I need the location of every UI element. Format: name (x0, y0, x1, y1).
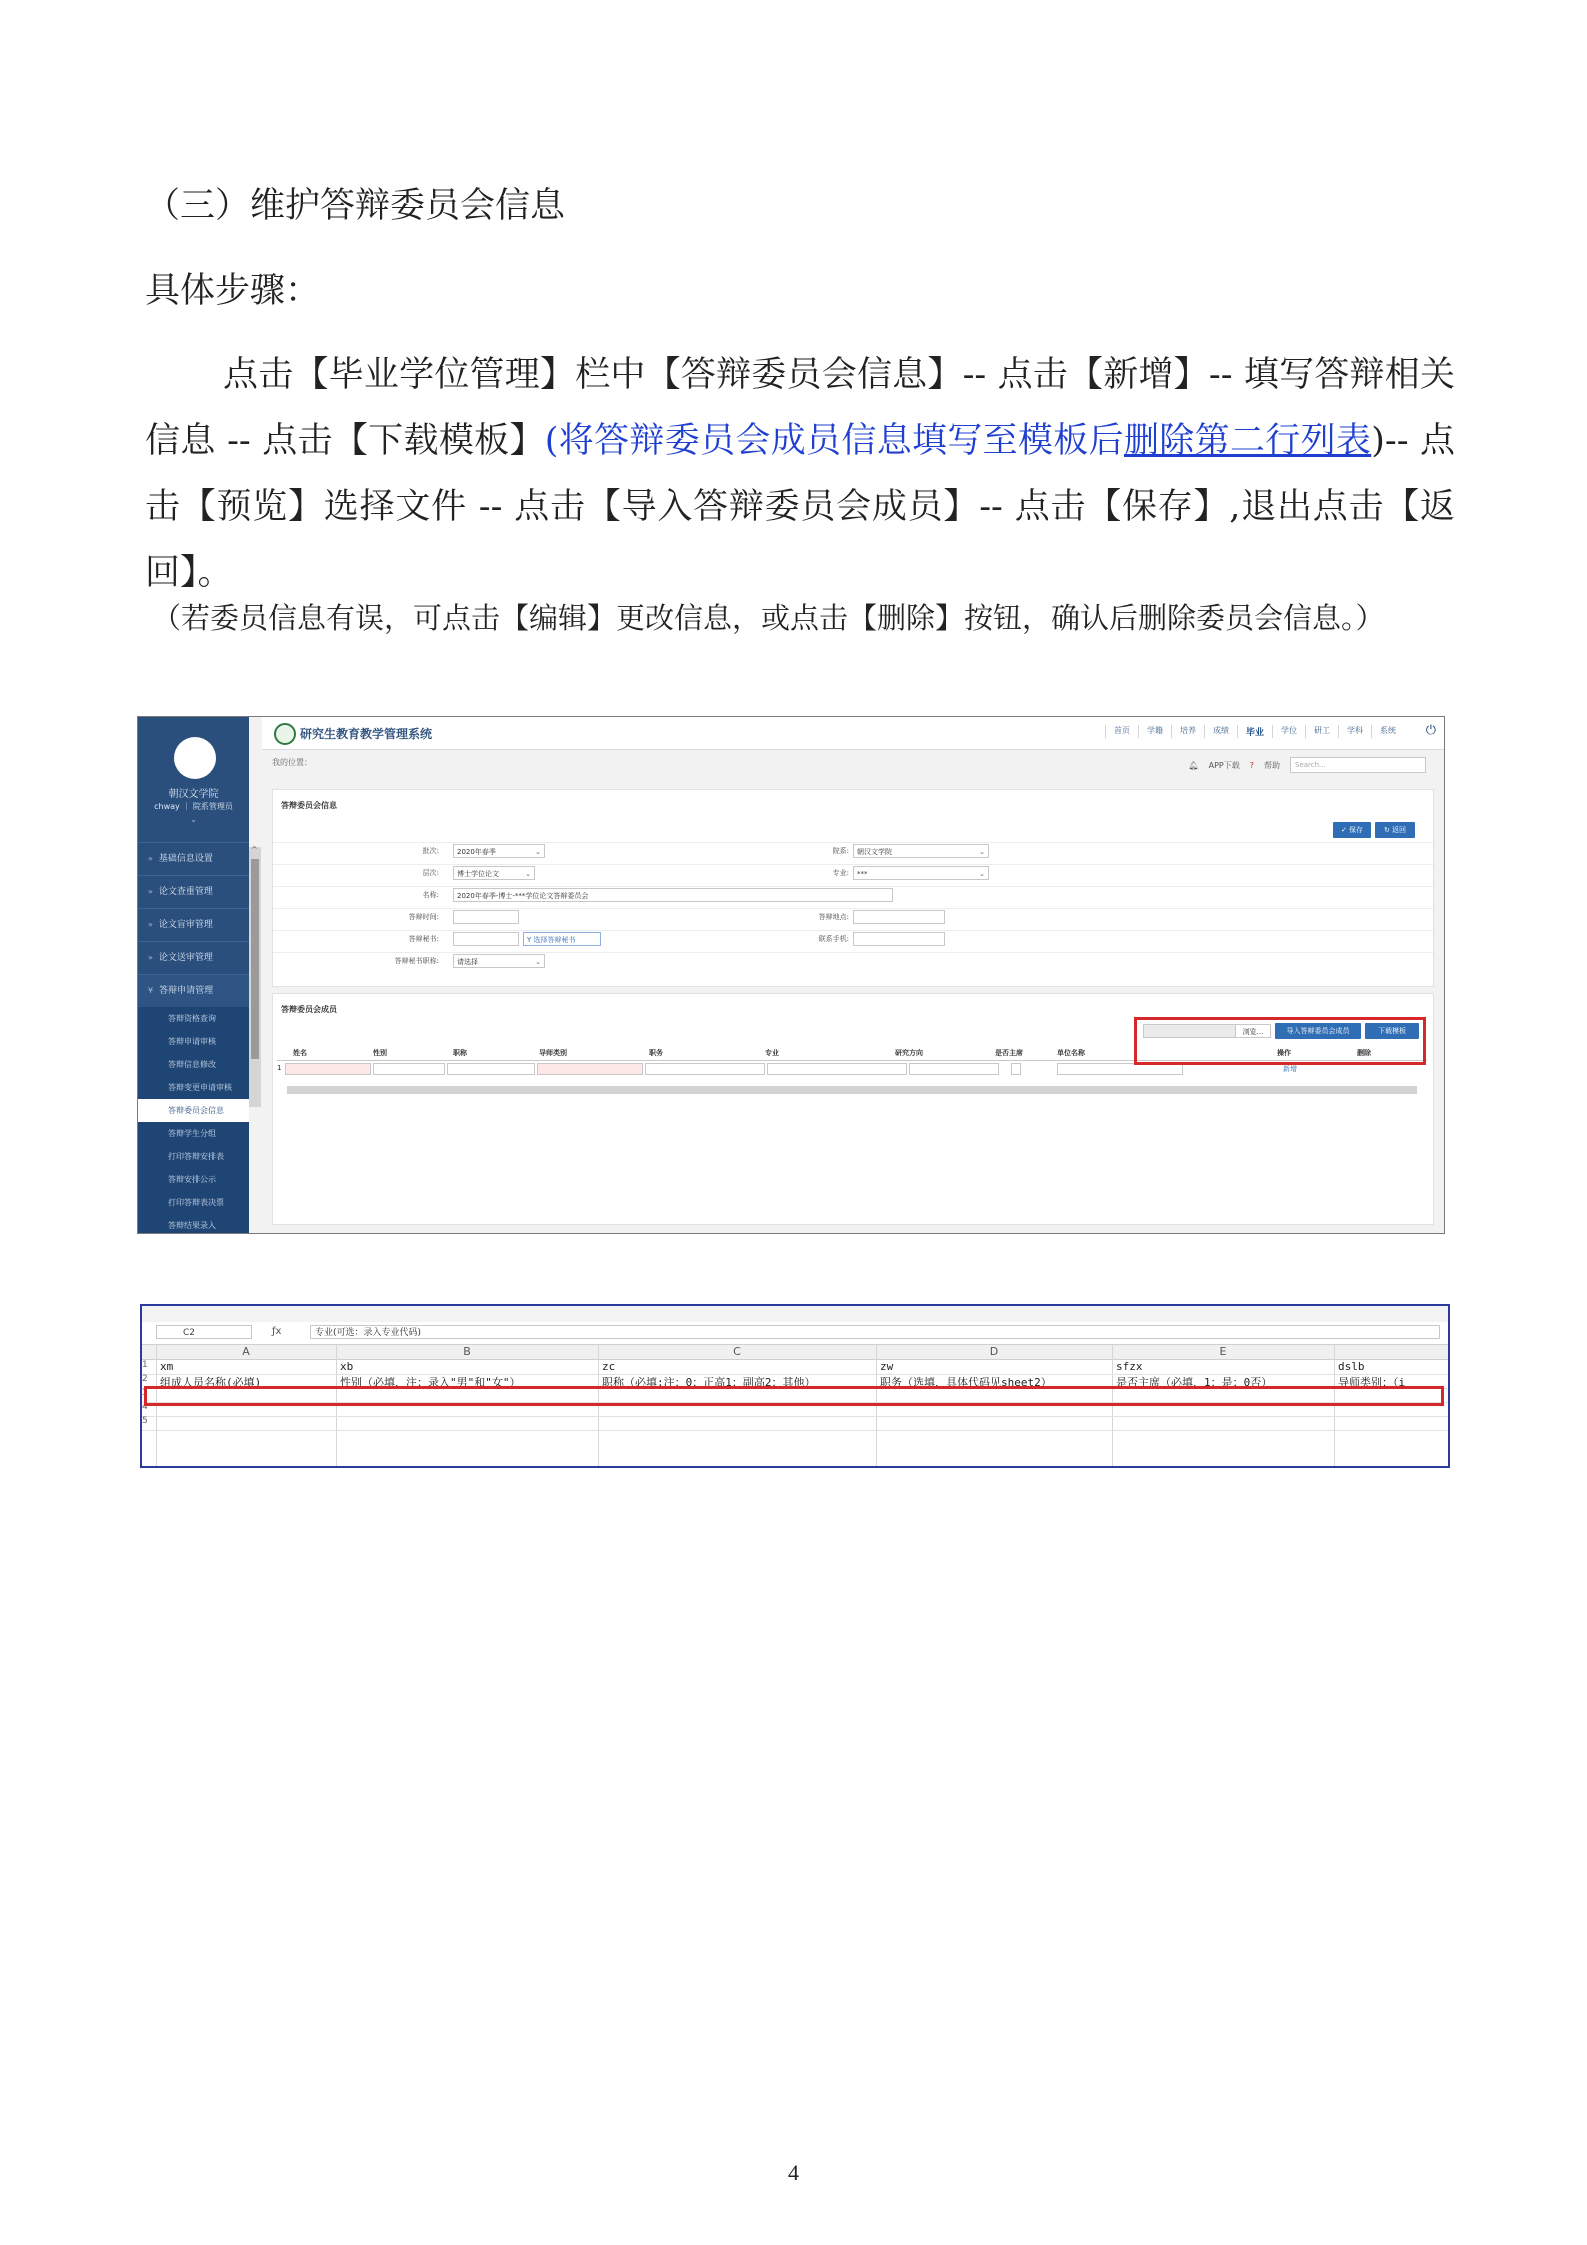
instruction-paragraph (145, 342, 1455, 606)
row-number: 3 (142, 1388, 148, 1398)
instruction-text-b: )-- 点击【预览】选择文件 -- 点击【导入答辩委员会成员】-- 点击【保存】,退出点击【返回】。 (145, 421, 1456, 593)
bell-icon[interactable]: 🔔︎ (1188, 760, 1199, 770)
title-cell-select[interactable] (447, 1063, 535, 1075)
nav-work[interactable]: 研工 (1305, 725, 1338, 738)
secretary-label: 答辩秘书: (408, 935, 439, 943)
name-box[interactable]: C2 (156, 1325, 252, 1339)
highlight-box (144, 1386, 1444, 1406)
sidebar-scrollbar[interactable] (249, 847, 261, 1107)
cell[interactable]: xb (340, 1360, 354, 1373)
nav-discipline[interactable]: 学科 (1338, 725, 1371, 738)
logo-icon (274, 723, 296, 745)
cell[interactable]: 组成人员名称(必填) (160, 1376, 262, 1389)
name-label: 名称: (422, 891, 439, 899)
level-value: 博士学位论文 (457, 870, 499, 878)
sidebar-school: 朝汉文学院 (168, 789, 219, 800)
submenu-item[interactable]: 打印答辩表决票 (138, 1191, 249, 1214)
secretary-input[interactable] (453, 932, 519, 946)
instruction-link[interactable] (545, 421, 1371, 461)
major-value: *** (857, 870, 868, 878)
power-icon[interactable]: ⏻ (1425, 723, 1436, 738)
note-text: （若委员信息有误，可点击【编辑】更改信息，或点击【删除】按钮，确认后删除委员会信息。） (152, 601, 1385, 635)
toolbar (1188, 757, 1426, 773)
submenu-item[interactable]: 打印答辩安排表 (138, 1145, 249, 1168)
browse-button[interactable]: 浏览... (1235, 1024, 1271, 1038)
chevron-right-icon: » (148, 953, 153, 962)
major-cell-select[interactable] (767, 1063, 907, 1075)
name-cell-input[interactable] (285, 1063, 371, 1075)
instruction-text-a: 点击【毕业学位管理】栏中【答辩委员会信息】-- 点击【新增】-- 填写答辩相关信息 -- 点击【下载模板】 (145, 355, 1455, 461)
cell[interactable]: zw (880, 1360, 894, 1373)
submenu-item[interactable]: 答辩结果录入 (138, 1214, 249, 1234)
cell[interactable]: 职务（选填，具体代码见sheet2） (880, 1376, 1052, 1389)
column-header: 性别 (373, 1049, 387, 1057)
research-cell-input[interactable] (909, 1063, 999, 1075)
help-link[interactable]: 帮助 (1264, 760, 1280, 770)
cell[interactable]: dslb (1338, 1360, 1365, 1373)
column-header[interactable]: B (463, 1345, 471, 1358)
top-nav (1105, 725, 1404, 738)
row-index: 1 (277, 1064, 282, 1072)
chevron-right-icon: » (148, 854, 153, 863)
sidebar-item-label: 论文盲审管理 (158, 920, 213, 930)
sidebar-item-defense[interactable] (138, 974, 249, 1007)
nav-home[interactable]: 首页 (1105, 725, 1138, 738)
system-screenshot (137, 716, 1445, 1234)
formula-bar (142, 1322, 1448, 1345)
instruction-link-text: (将答辩委员会成员信息填写至模板后 (544, 421, 1124, 461)
column-header[interactable]: A (242, 1345, 250, 1358)
level-label: 层次: (422, 869, 439, 877)
download-template-button[interactable]: 下载模板 (1365, 1023, 1419, 1039)
sidebar-user[interactable]: chway ｜ 院系管理员 (154, 802, 233, 811)
submenu-item[interactable]: 答辩资格查询 (138, 1007, 249, 1030)
app-download-link[interactable]: APP下载 (1208, 760, 1240, 770)
sheet-row (142, 1360, 1448, 1375)
chevron-down-icon[interactable]: ⌄ (190, 815, 197, 824)
phone-label: 联系手机: (818, 935, 849, 943)
cell[interactable]: 导师类别：（i (1338, 1376, 1406, 1389)
steps-label: 具体步骤： (145, 271, 321, 311)
sidebar-item-review[interactable] (138, 941, 249, 974)
cell[interactable]: sfzx (1116, 1360, 1143, 1373)
nav-system[interactable]: 系统 (1371, 725, 1404, 738)
breadcrumb: 我的位置： (272, 758, 312, 767)
table-scrollbar[interactable] (287, 1086, 1417, 1094)
column-header: 是否主席 (995, 1049, 1023, 1057)
cell[interactable]: 职称（必填;注：0：正高1：副高2：其他） (602, 1376, 816, 1389)
sidebar-item-label: 论文送审管理 (158, 953, 213, 963)
name-input[interactable]: 2020年春季-博士-***学位论文答辩委员会 (453, 888, 893, 902)
chevron-right-icon: » (148, 920, 153, 929)
column-header: 职称 (453, 1049, 467, 1057)
search-input[interactable]: Search... (1290, 757, 1426, 773)
time-label: 答辩时间: (408, 913, 439, 921)
save-button[interactable]: ✓ 保存 (1333, 822, 1371, 838)
formula-input[interactable]: 专业(可选：录入专业代码) (310, 1325, 1440, 1339)
tutor-type-cell-select[interactable] (537, 1063, 643, 1075)
submenu-item[interactable]: 答辩变更申请审核 (138, 1076, 249, 1099)
cell[interactable]: 性别（必填，注：录入"男"和"女"） (340, 1376, 521, 1389)
nav-status[interactable]: 学籍 (1138, 725, 1171, 738)
app-title: 研究生教育教学管理系统 (300, 727, 433, 741)
page-number: 4 (788, 2160, 799, 2185)
panel-title: 答辩委员会信息 (281, 801, 337, 810)
spreadsheet-toolbar (142, 1306, 1448, 1323)
nav-training[interactable]: 培养 (1171, 725, 1204, 738)
submenu-item[interactable]: 答辩信息修改 (138, 1053, 249, 1076)
dept-select[interactable] (853, 844, 989, 858)
back-button[interactable]: ↻ 返回 (1375, 822, 1415, 838)
cell[interactable]: zc (602, 1360, 616, 1373)
sidebar-item-blind-review[interactable] (138, 908, 249, 941)
top-bar (262, 717, 1444, 750)
place-label: 答辩地点: (818, 913, 849, 921)
dept-label: 院系: (832, 847, 849, 855)
column-header: 职务 (649, 1049, 663, 1057)
committee-info-panel (272, 789, 1434, 987)
row-number: 4 (142, 1402, 148, 1412)
panel-title: 答辩委员会成员 (281, 1005, 337, 1014)
avatar[interactable] (174, 737, 216, 779)
sidebar-menu (138, 842, 249, 1234)
column-header[interactable]: C (733, 1345, 741, 1358)
submenu-item-committee[interactable]: 答辩委员会信息 (138, 1099, 249, 1122)
submenu-item[interactable]: 答辩申请审核 (138, 1030, 249, 1053)
secretary-title-select[interactable] (453, 954, 545, 968)
row-number: 5 (142, 1416, 148, 1426)
nav-grades[interactable]: 成绩 (1204, 725, 1237, 738)
column-headers (142, 1345, 1448, 1360)
cell[interactable]: 是否主席（必填，1：是；0否） (1116, 1376, 1273, 1389)
highlight-box (1134, 1017, 1426, 1065)
spreadsheet-screenshot (140, 1304, 1450, 1468)
column-header: 导师类别 (539, 1049, 567, 1057)
instruction-link-underlined[interactable]: 删除第二行列表 (1123, 421, 1372, 461)
column-header: 单位名称 (1057, 1049, 1085, 1057)
secretary-title-value: 请选择 (457, 958, 478, 966)
chevron-right-icon: » (148, 887, 153, 896)
sidebar-item-basic[interactable] (138, 842, 249, 875)
select-secretary-button[interactable]: Y 选择答辩秘书 (523, 932, 601, 946)
row-number: 1 (142, 1360, 148, 1370)
cell[interactable]: xm (160, 1360, 174, 1373)
chevron-down-icon: ⌄ (979, 848, 985, 856)
level-select[interactable] (453, 866, 535, 880)
column-header: 研究方向 (895, 1049, 923, 1057)
chevron-down-icon: ⌄ (525, 870, 531, 878)
chevron-down-icon: ⌄ (535, 958, 541, 966)
column-header[interactable]: E (1219, 1345, 1227, 1358)
sidebar-item-label: 答辩申请管理 (159, 986, 214, 996)
sidebar-item-plagiarism[interactable] (138, 875, 249, 908)
time-input[interactable] (453, 910, 519, 924)
column-header: 删除 (1357, 1049, 1371, 1057)
sidebar-item-label: 基础信息设置 (158, 854, 213, 864)
major-label: 专业: (832, 869, 849, 877)
fx-icon[interactable]: ƒx (272, 1326, 282, 1337)
help-icon[interactable]: ? (1249, 760, 1254, 770)
sheet-grid (142, 1360, 1448, 1466)
column-header: 姓名 (293, 1049, 307, 1057)
sidebar (138, 717, 249, 1233)
column-header[interactable]: D (989, 1345, 999, 1358)
chevron-up-icon[interactable]: ^ (251, 845, 258, 854)
sheet-row (142, 1416, 1448, 1431)
section-heading: （三）维护答辩委员会信息 (145, 186, 566, 226)
submenu-item[interactable]: 答辩安排公示 (138, 1168, 249, 1191)
secretary-title-label: 答辩秘书职称: (394, 957, 439, 965)
chevron-down-icon: ⌄ (535, 848, 541, 856)
gender-cell-input[interactable] (373, 1063, 445, 1075)
import-members-button[interactable]: 导入答辩委员会成员 (1275, 1023, 1361, 1039)
chair-checkbox[interactable] (1011, 1063, 1021, 1075)
place-input[interactable] (853, 910, 945, 924)
batch-value: 2020年春季 (457, 848, 496, 856)
nav-graduation[interactable]: 毕业 (1237, 725, 1272, 738)
sidebar-item-label: 论文查重管理 (158, 887, 213, 897)
batch-label: 批次: (422, 847, 439, 855)
column-header: 操作 (1277, 1049, 1291, 1057)
add-row-link[interactable]: 新增 (1283, 1065, 1297, 1073)
submenu-item[interactable]: 答辩学生分组 (138, 1122, 249, 1145)
dept-value: 朝汉文学院 (857, 848, 892, 856)
duty-cell-select[interactable] (645, 1063, 765, 1075)
row-number: 2 (142, 1374, 148, 1384)
chevron-down-icon: ⌄ (979, 870, 985, 878)
chevron-down-icon: ¥ (148, 986, 154, 995)
column-header: 专业 (765, 1049, 779, 1057)
major-select[interactable] (853, 866, 989, 880)
phone-input[interactable] (853, 932, 945, 946)
batch-select[interactable] (453, 844, 545, 858)
nav-degree[interactable]: 学位 (1272, 725, 1305, 738)
